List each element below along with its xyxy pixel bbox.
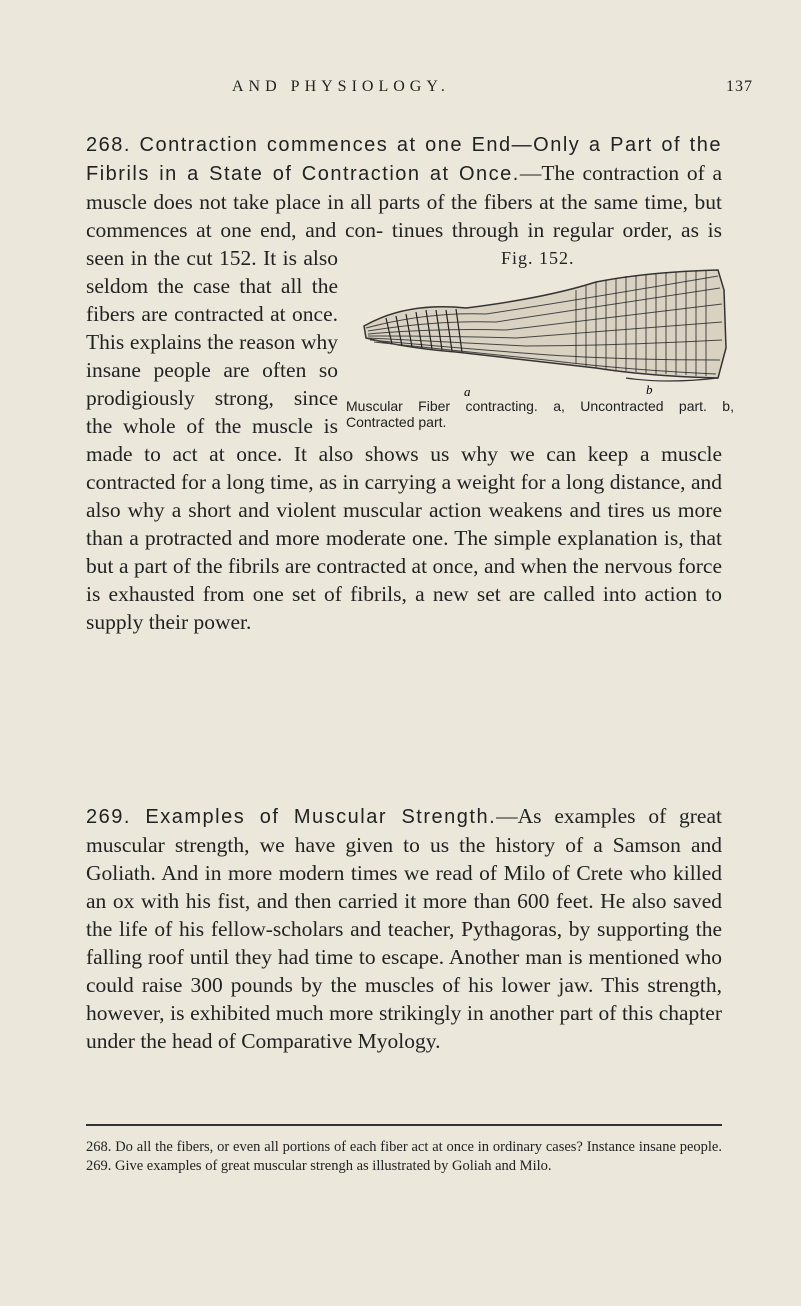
page-number: 137 [726, 78, 753, 95]
section-269-text: —As examples of great muscular strength, we have given to us the history of a Samson and Goliath. And in more modern times we read of Milo of Crete who killed an ox with his fist, and then carried it more than 600 feet. He also saved the life of his fellow-scholars and teacher, Pythagoras, by supporting the falling roof until they had time to escape. Another man is mentioned who could raise 300 pounds by the muscles of his lower jaw. This strength, however, is exhibited much more strikingly in another part of this chapter under the head of Comparative Myology. [86, 804, 722, 1053]
section-268-text-wrap: tinues through in regular order, as is seen in the cut 152. It is also seldom the case that all the fibers are contracted at once. This explains the reason why insane people are often so prodigiously [86, 218, 722, 410]
section-268-heading: 268. Contraction commences at one End—Only a Part of the Fibrils in a State of Contraction at Once. [86, 134, 722, 185]
figure-caption: Muscular Fiber contracting. a, Uncontracted part. b, Contracted part. [346, 398, 734, 430]
figure-label: Fig. 152. [501, 248, 575, 268]
section-269-heading: 269. Examples of Muscular Strength. [86, 806, 497, 828]
footnote-divider [86, 1124, 722, 1126]
figure-152 [346, 244, 734, 430]
section-268-text-a: —The contraction of a muscle does not take place in all parts of the fibers at the same time, but commences at one end, and con- [86, 161, 723, 242]
section-268-text-b: strong, since the whole of the muscle is made to act at once. It also shows us why we can keep a muscle contracted for a long time, as in carrying a weight for a long distance, and also why a short and violent muscular action weakens and tires us more than a protracted and more moderate one. The simple explanation is, that but a part of the fibrils are contracted at once, and when the nervous force is exhausted from one set of fibrils, a new set are called into action to supply their power. [86, 386, 722, 634]
section-268 [86, 130, 734, 636]
section-269 [86, 802, 722, 1055]
muscle-fiber-illustration [346, 268, 734, 400]
figure-mark-a: a [464, 384, 471, 399]
running-head-title: AND PHYSIOLOGY. [232, 78, 450, 95]
figure-mark-b: b [646, 382, 653, 397]
footnote-questions: 268. Do all the fibers, or even all portions of each fiber act at once in ordinary cases? Instance insane people. 269. Give examples of great muscular strengh as illustrated by Goliah and Milo. [86, 1139, 722, 1174]
